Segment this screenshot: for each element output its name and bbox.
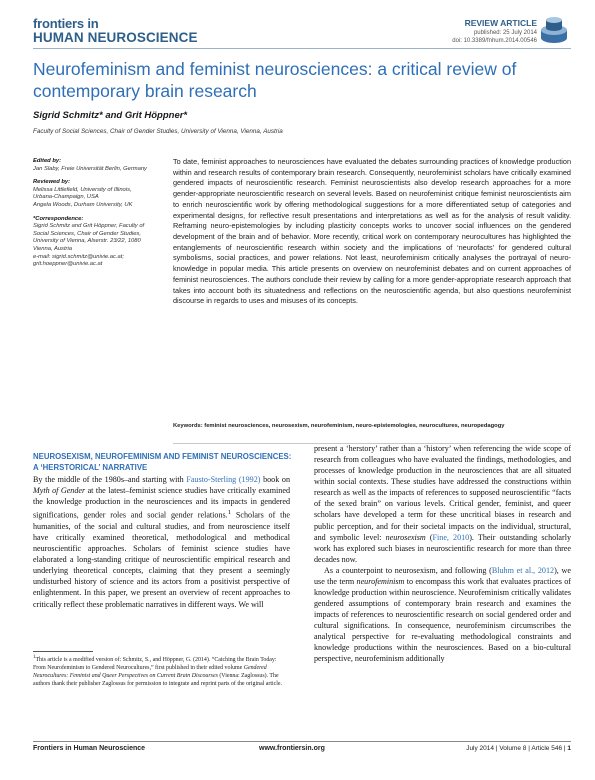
text-run: Scholars of the humanities, of the social and cultural studies, and from neuroscience itself have critically examined theoretical, methodological and methodical neuroscientific approaches. Scholars of feminist science studies have elaborated a long-standing critique of neuroscientific empirical research and underlying theoretical concepts, claiming that they present a seemingly undisturbed history of science and its actors from a positivist perspective of enlightenment. In this paper, we present an overview of recent approaches to critically reflect these problematic narratives in different ways. We will bbox=[33, 510, 290, 609]
issue-info: July 2014 | Volume 8 | Article 546 | bbox=[466, 745, 566, 752]
reviewer-2: Angela Woods, Durham University, UK bbox=[33, 201, 133, 208]
page-number: 1 bbox=[567, 745, 571, 752]
correspondence-email[interactable]: e-mail: sigrid.schmitz@univie.ac.at; grit.hoeppner@univie.ac.at bbox=[33, 253, 124, 268]
published-date: published: 25 July 2014 bbox=[473, 30, 537, 36]
abstract: To date, feminist approaches to neurosciences have evaluated the debates surrounding practices of knowledge production within and research results of contemporary brain research. Consequently, neurofeminist scholars have critically examined gendered impacts of neuroscientific research. Feminist neuroscientists also develop research approaches for a more gender-appropriate neuroscientific research on several levels. Based on neurofeminist critique feminist neuroscientists aim to enrich neuroscientific work by offering methodological suggestions for a more differentiated setup of categories and experimental designs, for reflective result presentations and interpretations as well as for the analysis of result validity. Reframing neuro-epistemologies by including plasticity concepts works to uncover social influences on the gendered development of the brain and of behavior. More recently, critical work on contemporary neurocultures has highlighted the entanglements of neuroscientific research within society and the implications of ‘neurofacts’ for gendered cultural symbolisms, social practices, and power relations. Not least, neurofeminism critically analyses the portrayal of neuro-knowledge in popular media. This article presents on overview on neurofeminist debates and on current approaches of feminist neurosciences. The authors conclude their review by calling for a more gender-appropriate research approach that takes into account both its situatedness and reflections on the neuroscientific agenda, but also questions neurofeminist discourse in regards to uses and misuses of its concepts. bbox=[173, 157, 571, 306]
text-run: ), we use the term bbox=[314, 565, 571, 586]
journal-name-line1: frontiers in bbox=[33, 16, 99, 31]
footer-issue bbox=[466, 745, 571, 752]
section-heading: NEUROSEXISM, NEUROFEMINISM AND FEMINIST NEUROSCIENCES: A ‘HERSTORICAL’ NARRATIVE bbox=[33, 452, 292, 472]
text-run: As a counterpoint to neurosexism, and following ( bbox=[324, 565, 492, 575]
footnote-marker[interactable]: 1 bbox=[227, 509, 232, 517]
editorial-sidebar bbox=[33, 158, 153, 269]
text-run: By the middle of the 1980s–and starting with bbox=[33, 475, 187, 484]
reviewer-1: Melissa Littlefield, University of Illinois, Urbana-Champaign, USA bbox=[33, 186, 132, 201]
article-type: REVIEW ARTICLE bbox=[464, 18, 537, 28]
keywords-label: Keywords: bbox=[173, 423, 203, 429]
text-run: This article is a modified version of: Schmitz, S., and Höppner, G. (2014). “Catching the Brain Today: From Neurofeminism to Gendered Neurocultures,” first published in their edited volume bbox=[33, 656, 277, 671]
text-run: book on bbox=[260, 475, 291, 484]
footer-divider bbox=[33, 741, 571, 742]
body-column-left bbox=[33, 474, 290, 610]
text-run: ( bbox=[425, 532, 433, 542]
article-title: Neurofeminism and feminist neurosciences: a critical review of contemporary brain research bbox=[33, 59, 517, 101]
journal-logo-icon bbox=[538, 14, 570, 46]
header-divider bbox=[33, 48, 571, 49]
footnote bbox=[33, 654, 290, 688]
text-run: ). Their outstanding scholarly work has explored such biases in neuroscientific research for more than three decades now. bbox=[314, 532, 572, 564]
edited-by-text: Jan Slaby, Freie Universität Berlin, Germany bbox=[33, 165, 147, 172]
text-run: present a ‘herstory’ rather than a ‘history’ when referencing the wide scope of research from colleagues who have evaluated the findings, methodologies, and processes of knowledge production in the neurosciences that are all situated within social contexts. These studies have addressed the constructions within research as well as the impacts of references to supposed neuroscientific “facts of the sexed brain” on various levels. Critical gender, feminist, and queer scholars have developed a term for these uncritical biases in research and public perception, and for their societal impacts on the individual, structural, and symbolic level: bbox=[314, 444, 571, 542]
keywords-list: feminist neurosciences, neurosexism, neurofeminism, neuro-epistemologies, neurocultures, neuropedagogy bbox=[204, 423, 505, 429]
term-neurofeminism: neurofeminism bbox=[356, 576, 405, 586]
doi-link[interactable]: doi: 10.3389/fnhum.2014.00546 bbox=[452, 38, 537, 44]
edited-by-label: Edited by: bbox=[33, 158, 62, 164]
correspondence-text: Sigrid Schmitz and Grit Höppner, Faculty of Social Sciences, Chair of Gender Studies, University of Vienna, Alserstr. 23/22, 1080 Vienna, Austria bbox=[33, 223, 145, 252]
citation-link[interactable]: Bluhm et al., 2012 bbox=[491, 565, 555, 575]
text-run: at the latest–feminist science studies have critically examined the knowledge production in the neurosciences and its impacts in gendered significations, gender roles and social gender relations. bbox=[33, 486, 290, 520]
book-title: Myth of Gender bbox=[33, 486, 86, 496]
citation-link[interactable]: Fausto-Sterling (1992) bbox=[186, 475, 261, 484]
book-title: Gendered Neurocultures: Feminist and Queer Perspectives on Current Brain Discourses bbox=[33, 664, 267, 679]
authors: Sigrid Schmitz* and Grit Höppner* bbox=[33, 110, 188, 121]
footer-url[interactable]: www.frontiersin.org bbox=[259, 745, 325, 752]
footnote-divider bbox=[33, 651, 93, 652]
affiliation: Faculty of Social Sciences, Chair of Gender Studies, University of Vienna, Vienna, Austria bbox=[33, 128, 283, 135]
term-neurosexism: neurosexism bbox=[385, 532, 426, 542]
citation-link[interactable]: Fine, 2010 bbox=[432, 532, 470, 542]
journal-name-line2: HUMAN NEUROSCIENCE bbox=[33, 30, 198, 45]
reviewed-by-label: Reviewed by: bbox=[33, 179, 71, 186]
keywords bbox=[173, 422, 571, 430]
footer-journal: Frontiers in Human Neuroscience bbox=[33, 745, 146, 752]
text-run: (Vienna: Zaglossus). The authors thank their publisher Zaglossus for permission to integrate and reprint parts of the original article. bbox=[33, 672, 282, 687]
body-column-right bbox=[314, 443, 571, 665]
correspondence-label: *Correspondence: bbox=[33, 215, 84, 222]
text-run: to encompass this work that evaluates practices of knowledge production within neuroscience. Neurofeminism critically validates gendered assumptions of contemporary brain research and examines the impacts of references to neuroscientific research on social gendered order and cultural significations. In consequence, neurofeminism circumscribes the analytical perspective for re-evaluating methodological constraints and knowledge productions within the neurosciences. Based on a bio-cultural perspective, neurofeminism additionally bbox=[314, 576, 571, 664]
footnote-number: 1 bbox=[33, 655, 36, 660]
